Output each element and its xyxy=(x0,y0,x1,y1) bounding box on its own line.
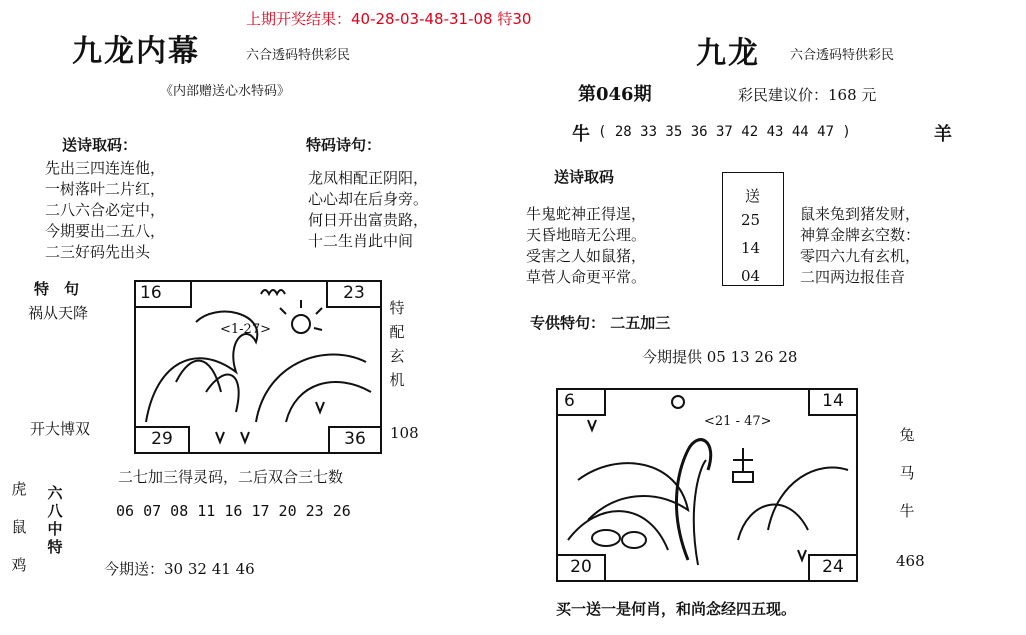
left-corner-br: 36 xyxy=(328,426,382,454)
right-poem: 牛鬼蛇神正得逞， 天昏地暗无公理。 受害之人如鼠猪， 草菅人命更平常。 xyxy=(526,205,647,286)
special-heading: 特码诗句： xyxy=(306,136,382,154)
right-side-number: 468 xyxy=(896,552,925,570)
bottom-line: 买一送一是何肖，和尚念经四五现。 xyxy=(556,600,797,618)
send-box-label: 送 xyxy=(745,187,761,205)
left-side-number: 108 xyxy=(390,424,419,442)
left-cartoon-note: <1-27> xyxy=(220,322,271,337)
right-title: 九龙 xyxy=(696,36,760,71)
ox-numbers: ( 28 33 35 36 37 42 43 44 47 ) xyxy=(598,124,851,140)
right-side-vertical: 兔马牛 xyxy=(899,426,915,520)
left-corner-bl: 29 xyxy=(134,426,190,454)
left-subtitle: 六合透码特供彩民 xyxy=(246,48,351,63)
right-corner-tr: 14 xyxy=(808,388,858,416)
right-poem2: 鼠来兔到猪发财， 神算金牌玄空数： 零四六九有玄机， 二四两边报佳音 xyxy=(800,205,921,286)
right-corner-tl: 6 xyxy=(556,388,606,416)
right-cartoon xyxy=(556,388,858,582)
left-poem: 先出三四连连他， 一树落叶二片红， 二八六合必定中， 今期要出二五八， 二三好码先出头 xyxy=(45,159,166,261)
special-offer: 专供特句： 二五加三 xyxy=(530,314,671,332)
price: 彩民建议价：168 元 xyxy=(738,86,877,104)
send-box xyxy=(722,172,784,286)
left-cartoon xyxy=(134,280,382,454)
kai-da: 开大博双 xyxy=(30,420,91,438)
poem-heading: 送诗取码： xyxy=(62,136,138,154)
right-cartoon-note: <21 - 47> xyxy=(704,414,772,429)
verse-line: 二七加三得灵码，二后双合三七数 xyxy=(118,468,344,486)
special-poem: 龙凤相配正阴阳， 心心却在后身旁。 何日开出富贵路， 十二生肖此中间 xyxy=(308,169,429,250)
left-corner-tr: 23 xyxy=(326,280,382,308)
special-phrase-label: 特 句 xyxy=(34,280,80,298)
last-result: 上期开奖结果：40-28-03-48-31-08 特30 xyxy=(246,10,532,28)
gift-line: 《内部赠送心水特码》 xyxy=(160,84,291,99)
mid-vertical: 六八中特 xyxy=(47,484,63,556)
right-poem-heading: 送诗取码 xyxy=(554,168,615,186)
right-corner-br: 24 xyxy=(808,554,858,582)
zodiac-vertical: 虎鼠鸡 xyxy=(11,480,27,574)
special-phrase: 祸从天降 xyxy=(28,304,89,322)
send-line: 今期送：30 32 41 46 xyxy=(104,560,255,578)
sheep-label: 羊 xyxy=(934,124,952,145)
right-corner-bl: 20 xyxy=(556,554,606,582)
right-subtitle: 六合透码特供彩民 xyxy=(790,48,895,63)
send-box-value: 25 xyxy=(741,211,761,229)
left-title: 九龙内幕 xyxy=(72,34,200,69)
left-side-vertical: 特配玄机 xyxy=(389,299,405,389)
send-box-value: 14 xyxy=(741,239,761,257)
send-box-value: 04 xyxy=(741,267,761,285)
provide-line: 今期提供 05 13 26 28 xyxy=(642,348,798,366)
ox-label: 牛 xyxy=(572,124,590,145)
issue-number: 第046期 xyxy=(578,84,652,105)
numbers-line: 06 07 08 11 16 17 20 23 26 xyxy=(116,502,351,520)
left-corner-tl: 16 xyxy=(134,280,192,308)
